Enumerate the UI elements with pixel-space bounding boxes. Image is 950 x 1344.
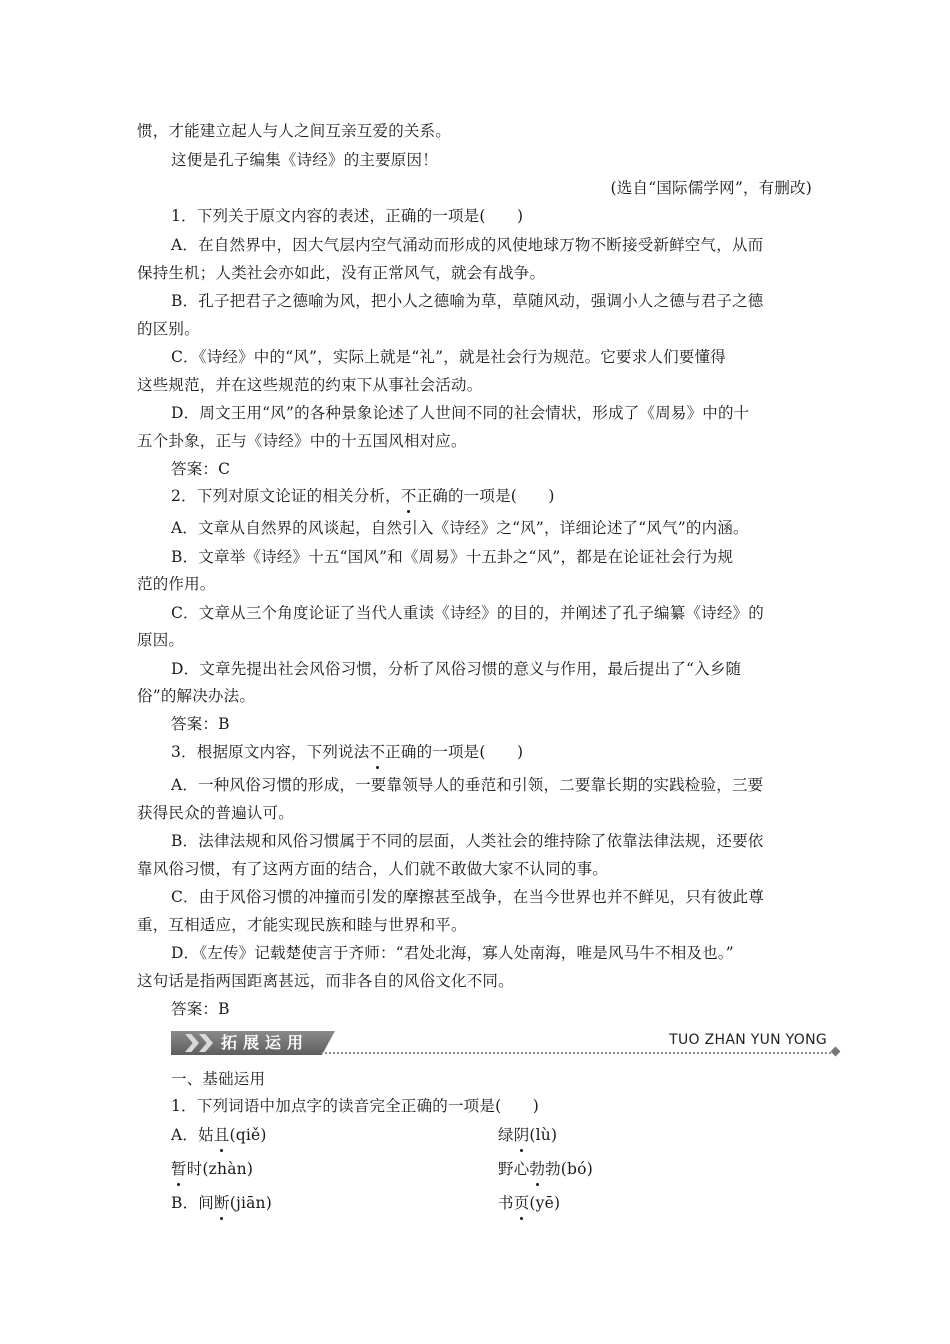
option-a-word-4 xyxy=(498,1158,593,1180)
q2-answer: 答案：B xyxy=(171,715,230,733)
q3-option-d: D．《左传》记载楚使言于齐师：“君处北海，寡人处南海，唯是风马牛不相及也。” xyxy=(171,944,734,962)
q2-option-d-cont: 俗”的解决办法。 xyxy=(137,687,256,705)
banner-english-title: TUO ZHAN YUN YONG xyxy=(669,1032,827,1048)
q2-stem xyxy=(171,485,555,507)
option-label: A． xyxy=(171,1126,199,1144)
option-b-word-2 xyxy=(498,1192,560,1214)
q2-stem-pre: 2．下列对原文论证的相关分析， xyxy=(171,487,401,505)
emphasis-dot-char: 且 xyxy=(213,1126,230,1144)
q3-stem-post: 正确的一项是( ) xyxy=(385,743,524,761)
q2-option-b: B．文章举《诗经》十五“国风”和《周易》十五卦之“风”，都是在论证社会行为规 xyxy=(171,548,734,566)
q3-answer: 答案：B xyxy=(171,1000,230,1018)
word-pinyin: (yē) xyxy=(529,1194,561,1212)
banner-title: 拓展运用 xyxy=(221,1033,310,1052)
q2-option-c: C．文章从三个角度论证了当代人重读《诗经》的目的，并阐述了孔子编纂《诗经》的 xyxy=(171,604,764,622)
q2-option-b-cont: 范的作用。 xyxy=(137,575,216,593)
q3-option-c: C．由于风俗习惯的冲撞而引发的摩擦甚至战争，在当今世界也并不鲜见，只有彼此尊 xyxy=(171,888,764,906)
section-q1-stem: 1．下列词语中加点字的读音完全正确的一项是( ) xyxy=(171,1097,539,1115)
q1-option-c: C．《诗经》中的“风”，实际上就是“礼”，就是社会行为规范。它要求人们要懂得 xyxy=(171,348,726,366)
emphasis-dot-char: 阴 xyxy=(513,1126,530,1144)
diamond-icon xyxy=(831,1047,841,1057)
q1-stem: 1．下列关于原文内容的表述，正确的一项是( ) xyxy=(171,207,524,225)
source-citation: (选自“国际儒学网”，有删改) xyxy=(610,179,812,197)
emphasis-dot-char: 不 xyxy=(400,487,417,505)
q3-stem-pre: 3．根据原文内容，下列说法 xyxy=(171,743,370,761)
q3-option-c-cont: 重，互相适应，才能实现民族和睦与世界和平。 xyxy=(137,916,467,934)
q1-answer: 答案：C xyxy=(171,460,231,478)
q3-option-b: B．法律法规和风俗习惯属于不同的层面，人类社会的维持除了依靠法律法规，还要依 xyxy=(171,832,764,850)
option-a-word-3 xyxy=(171,1158,253,1180)
section-banner xyxy=(171,1031,839,1057)
word-pre: 野心 xyxy=(498,1160,530,1178)
q2-stem-post: 正确的一项是( ) xyxy=(416,487,555,505)
word-pre: 姑 xyxy=(198,1126,214,1144)
q1-option-d-cont: 五个卦象，正与《诗经》中的十五国风相对应。 xyxy=(137,432,467,450)
paragraph-continuation: 惯，才能建立起人与人之间互亲互爱的关系。 xyxy=(137,122,452,140)
q1-option-a-cont: 保持生机；人类社会亦如此，没有正常风气，就会有战争。 xyxy=(137,264,546,282)
word-pinyin: (lù) xyxy=(529,1126,558,1144)
emphasis-dot-char: 页 xyxy=(513,1194,530,1212)
q1-option-b-cont: 的区别。 xyxy=(137,320,200,338)
q2-option-a: A．文章从自然界的风谈起，自然引入《诗经》之“风”，详细论述了“风气”的内涵。 xyxy=(171,519,749,537)
emphasis-dot-char: 断 xyxy=(214,1194,230,1212)
option-b-word-1 xyxy=(171,1192,272,1214)
word-pre: 间 xyxy=(198,1194,214,1212)
q3-option-a-cont: 获得民众的普遍认可。 xyxy=(137,804,295,822)
emphasis-dot-char: 暂 xyxy=(171,1160,187,1178)
emphasis-dot-char: 勃 xyxy=(529,1160,546,1178)
section-heading: 一、基础运用 xyxy=(171,1070,266,1088)
q3-option-d-cont: 这句话是指两国距离甚远，而非各自的风俗文化不同。 xyxy=(137,972,514,990)
option-a-word-2 xyxy=(498,1124,557,1146)
q3-option-a: A．一种风俗习惯的形成，一要靠领导人的垂范和引领，二要靠长期的实践检验，三要 xyxy=(171,776,764,794)
word-pinyin: (qiě) xyxy=(229,1126,267,1144)
emphasis-dot-char: 不 xyxy=(369,743,386,761)
q1-option-c-cont: 这些规范，并在这些规范的约束下从事社会活动。 xyxy=(137,376,483,394)
option-label: B． xyxy=(171,1194,199,1212)
q3-option-b-cont: 靠风俗习惯，有了这两方面的结合，人们就不敢做大家不认同的事。 xyxy=(137,860,609,878)
paragraph-reason: 这便是孔子编集《诗经》的主要原因！ xyxy=(171,151,438,169)
word-pre: 绿 xyxy=(498,1126,514,1144)
q2-option-d: D．文章先提出社会风俗习惯，分析了风俗习惯的意义与作用，最后提出了“入乡随 xyxy=(171,660,742,678)
q2-option-c-cont: 原因。 xyxy=(137,631,185,649)
option-a-word-1 xyxy=(171,1124,267,1146)
q1-option-d: D．周文王用“风”的各种景象论述了人世间不同的社会情状，形成了《周易》中的十 xyxy=(171,404,750,422)
word-pre: 书 xyxy=(498,1194,514,1212)
word-pinyin: (jiān) xyxy=(229,1194,272,1212)
word-pinyin: 时(zhàn) xyxy=(186,1160,254,1178)
banner-dotted-rule xyxy=(321,1052,831,1054)
q3-stem xyxy=(171,741,523,763)
word-pinyin: 勃(bó) xyxy=(545,1160,593,1178)
q1-option-a: A．在自然界中，因大气层内空气涌动而形成的风使地球万物不断接受新鲜空气，从而 xyxy=(171,236,764,254)
q1-option-b: B．孔子把君子之德喻为风，把小人之德喻为草，草随风动，强调小人之德与君子之德 xyxy=(171,292,764,310)
